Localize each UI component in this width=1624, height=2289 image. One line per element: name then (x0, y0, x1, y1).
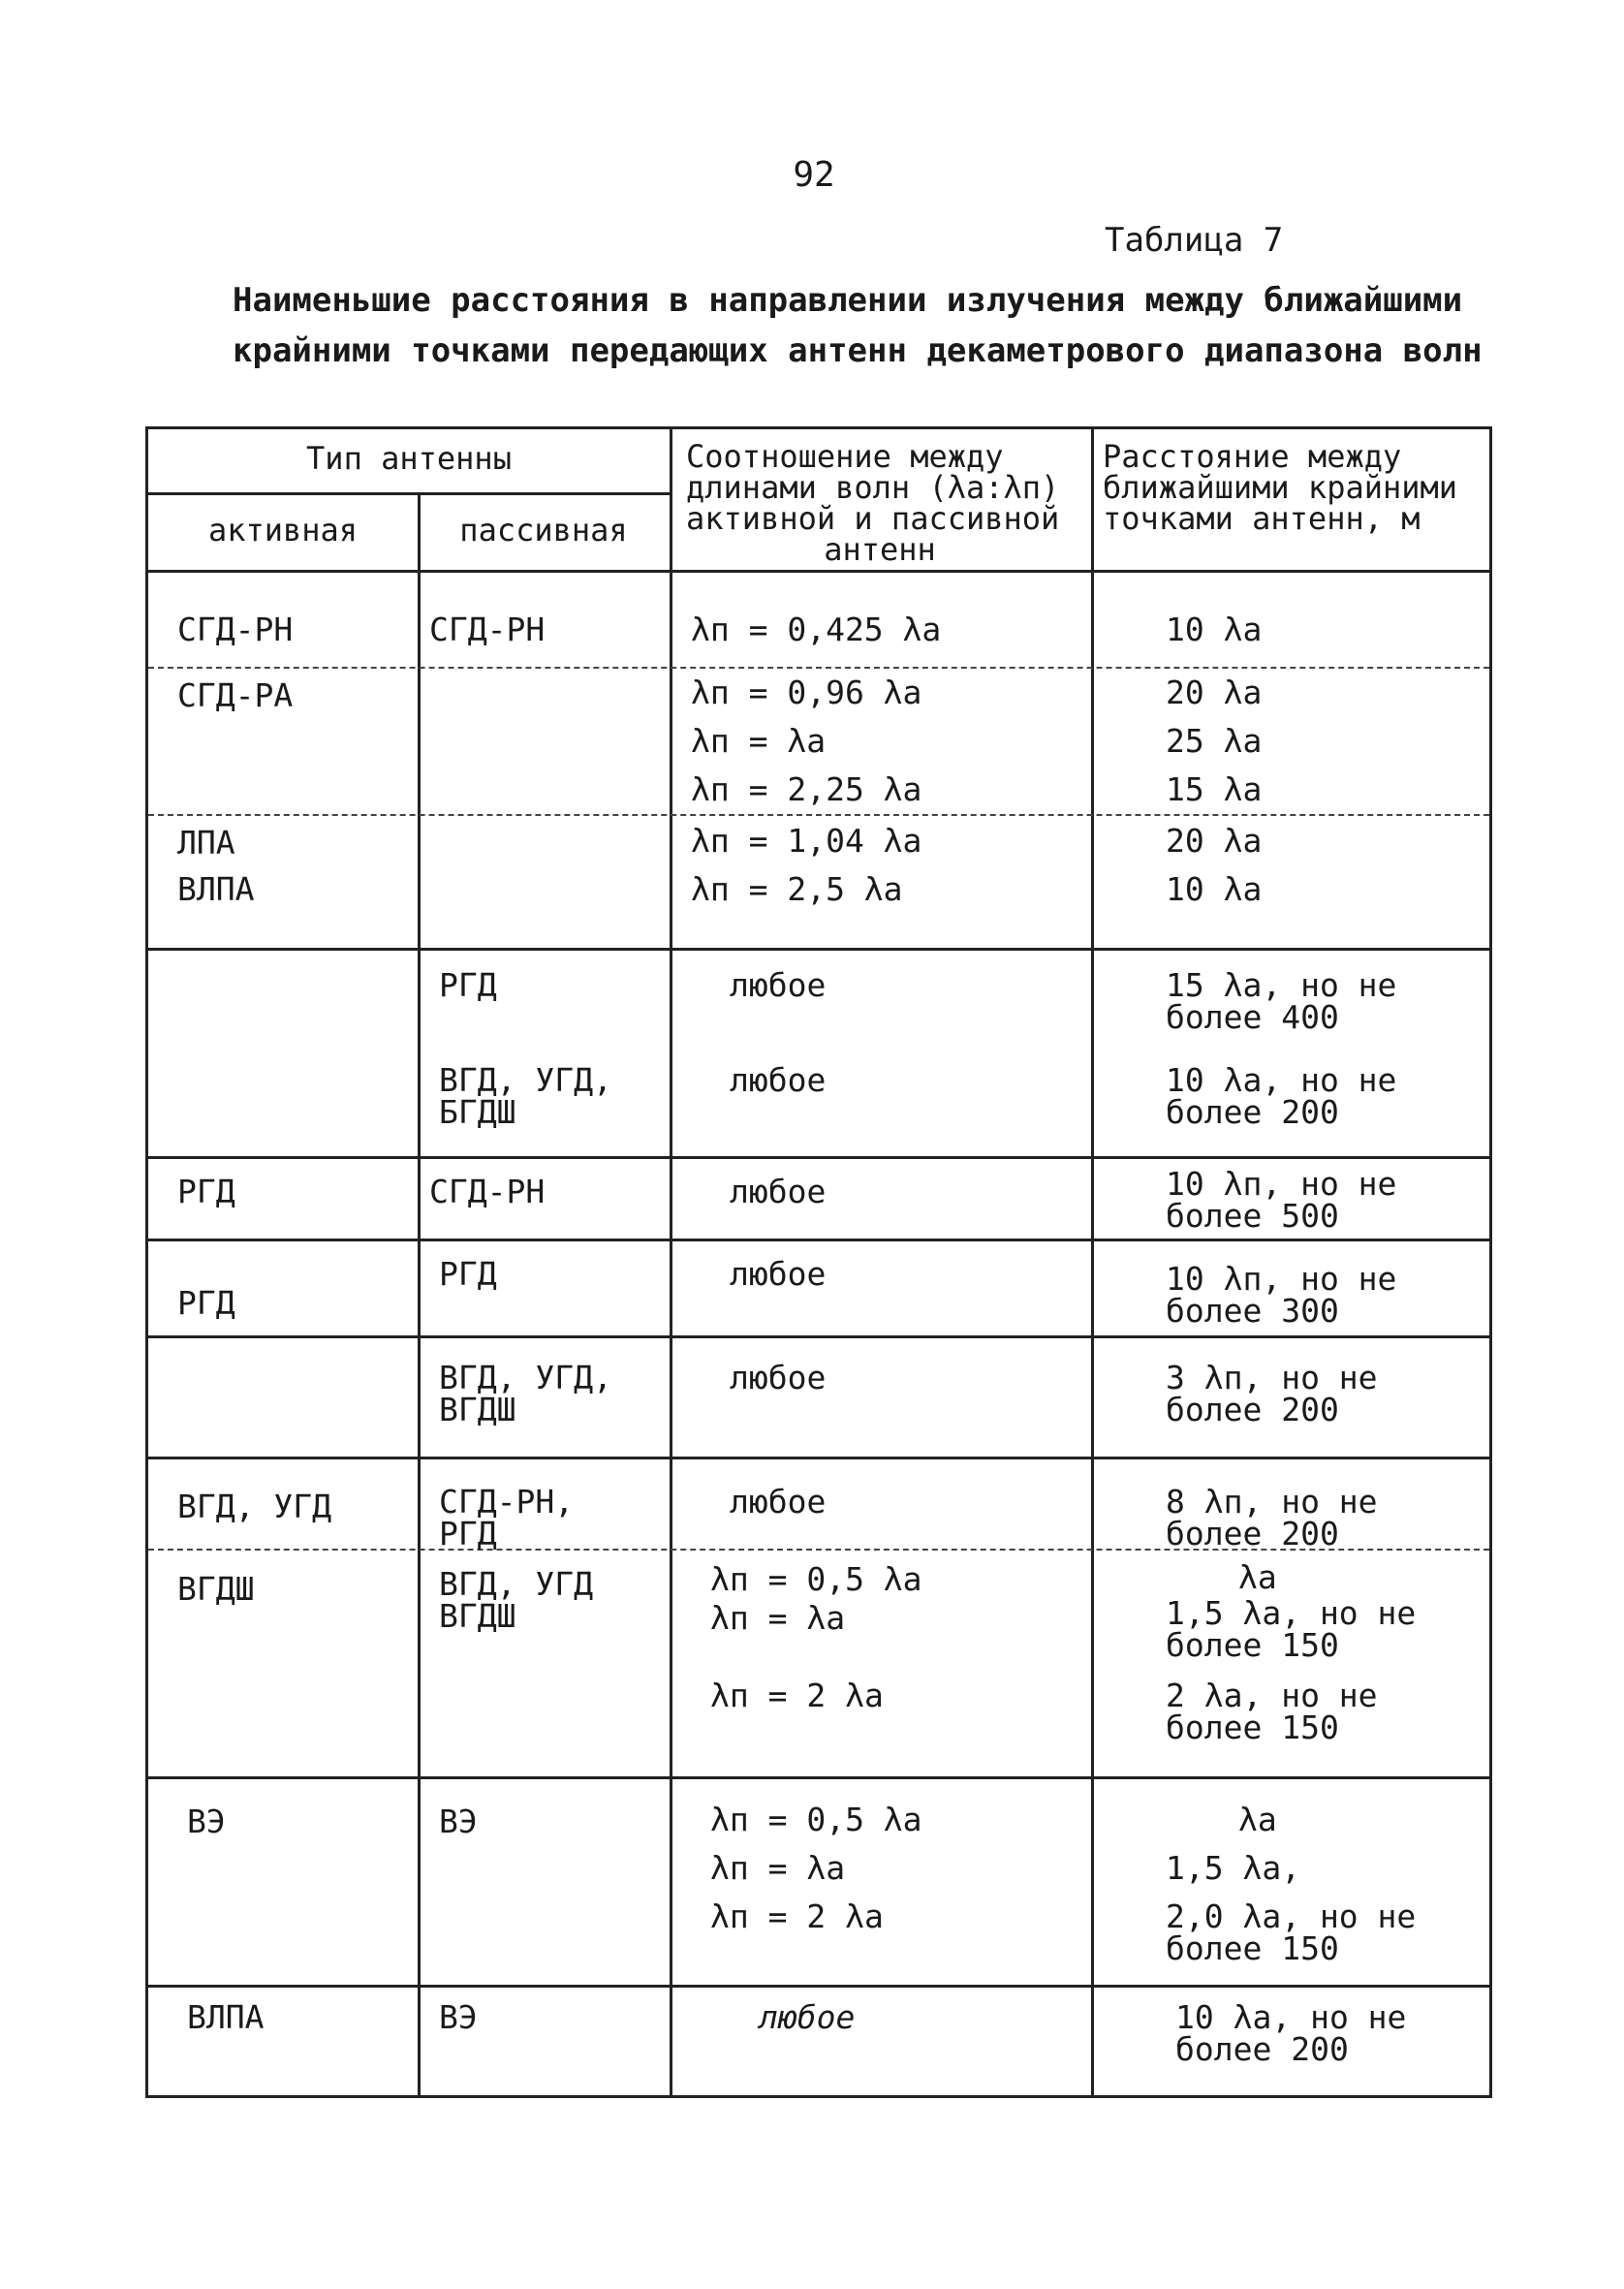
cell-active: ВГДШ (177, 1570, 255, 1608)
cell-distance: более 200 (1166, 1391, 1339, 1428)
cell-passive: ВГДШ (439, 1391, 516, 1428)
cell-ratio: λп = 2,25 λа (691, 770, 922, 808)
cell-active: ВЭ (187, 1803, 226, 1840)
cell-passive: РГД (439, 1515, 497, 1552)
col-divider (418, 492, 421, 2095)
cell-distance: более 200 (1175, 2030, 1349, 2068)
table-title (233, 275, 1492, 376)
cell-active: ВЛПА (177, 870, 255, 908)
cell-active: ВЛПА (187, 1998, 265, 2036)
row-divider (148, 1985, 1489, 1988)
cell-ratio: λп = 2 λа (710, 1677, 884, 1714)
cell-passive: ВГД, УГД (439, 1565, 593, 1603)
cell-active: СГД-РН (177, 611, 294, 648)
table-label: Таблица 7 (1105, 221, 1284, 260)
cell-distance: 2 λа, но не (1166, 1677, 1378, 1714)
cell-distance: более 150 (1166, 1626, 1339, 1664)
title-line: крайними точками передающих антенн декаметрового диапазона волн (233, 331, 1483, 370)
row-divider (148, 1239, 1489, 1241)
cell-distance: λа (1238, 1558, 1277, 1596)
cell-passive: СГД-РН, (439, 1483, 575, 1521)
cell-ratio: λп = 0,5 λа (710, 1560, 922, 1598)
header-ratio (686, 438, 1074, 568)
cell-distance: 10 λа, но не (1175, 1998, 1407, 2036)
row-divider (148, 1156, 1489, 1159)
cell-distance: 25 λа (1166, 722, 1263, 760)
cell-ratio: любое (730, 1359, 827, 1396)
cell-distance: 15 λа, но не (1166, 966, 1397, 1004)
cell-distance: более 300 (1166, 1292, 1339, 1330)
cell-distance: 15 λа (1166, 770, 1263, 808)
cell-active: РГД (177, 1284, 235, 1322)
cell-distance: более 200 (1166, 1515, 1339, 1552)
row-divider (148, 1776, 1489, 1779)
cell-ratio: любое (730, 1483, 827, 1521)
header-passive: пассивная (459, 512, 628, 549)
cell-active: ВГД, УГД (177, 1488, 331, 1525)
cell-distance: 8 λп, но не (1166, 1483, 1378, 1521)
cell-ratio: λп = 0,5 λа (710, 1801, 922, 1838)
header-ratio-line: Соотношение между (686, 438, 1004, 475)
cell-distance: 10 λа (1166, 611, 1263, 648)
cell-passive: ВГД, УГД, (439, 1359, 612, 1396)
cell-passive: РГД (439, 1255, 497, 1293)
cell-distance: более 500 (1166, 1197, 1339, 1235)
cell-ratio: любое (730, 1061, 827, 1099)
cell-active: РГД (177, 1173, 235, 1210)
cell-distance: 10 λп, но не (1166, 1260, 1397, 1298)
cell-distance: более 200 (1166, 1093, 1339, 1131)
cell-distance: 20 λа (1166, 674, 1263, 711)
cell-active: ЛПА (177, 824, 235, 862)
header-distance-line: точками антенн, м (1103, 500, 1421, 537)
header-active: активная (207, 512, 359, 549)
cell-distance: 1,5 λа, (1166, 1849, 1301, 1887)
title-line: Наименьшие расстояния в направлении излучения между ближайшими (233, 281, 1463, 320)
cell-distance: более 400 (1166, 998, 1339, 1036)
header-ratio-line: длинами волн (λа:λп) (686, 469, 1060, 506)
cell-ratio: любое (730, 1255, 827, 1293)
row-divider (148, 492, 670, 495)
header-ratio-line: антенн (824, 531, 936, 568)
row-divider (148, 667, 1489, 669)
cell-ratio: λп = 0,96 λа (691, 674, 922, 711)
cell-passive: ВЭ (439, 1803, 478, 1840)
cell-active: СГД-РА (177, 676, 294, 714)
cell-passive: БГДШ (439, 1093, 516, 1131)
cell-passive: ВЭ (439, 1998, 478, 2036)
cell-distance: 10 λп, но не (1166, 1165, 1397, 1203)
cell-ratio: λп = λа (710, 1599, 846, 1637)
cell-distance: 2,0 λа, но не (1166, 1897, 1417, 1935)
header-distance (1103, 438, 1458, 537)
cell-distance: 20 λа (1166, 822, 1263, 860)
page-number: 92 (793, 155, 835, 195)
row-divider (148, 948, 1489, 951)
cell-ratio: любое (730, 966, 827, 1004)
cell-distance: 10 λа (1166, 870, 1263, 908)
row-divider (148, 1457, 1489, 1459)
col-divider (670, 429, 672, 2095)
cell-passive: СГД-РН (429, 611, 546, 648)
distance-table (145, 426, 1492, 2098)
cell-passive: РГД (439, 966, 497, 1004)
cell-distance: 10 λа, но не (1166, 1061, 1397, 1099)
header-distance-line: ближайшими крайними (1103, 469, 1458, 506)
row-divider (148, 814, 1489, 816)
cell-passive: ВГДШ (439, 1597, 516, 1635)
cell-ratio: любое (759, 1998, 856, 2036)
cell-passive: СГД-РН (429, 1173, 546, 1210)
cell-ratio: λп = 2 λа (710, 1897, 884, 1935)
header-antenna-type: Тип антенны (306, 440, 512, 477)
cell-distance: 3 λп, но не (1166, 1359, 1378, 1396)
cell-distance: более 150 (1166, 1929, 1339, 1967)
row-divider (148, 1335, 1489, 1338)
cell-ratio: λп = λа (710, 1849, 846, 1887)
col-divider (1091, 429, 1094, 2095)
cell-distance: λа (1238, 1801, 1277, 1838)
cell-distance: более 150 (1166, 1709, 1339, 1746)
cell-ratio: λп = λа (691, 722, 827, 760)
cell-ratio: λп = 0,425 λа (691, 611, 942, 648)
cell-passive: ВГД, УГД, (439, 1061, 612, 1099)
cell-ratio: λп = 2,5 λа (691, 870, 903, 908)
cell-distance: 1,5 λа, но не (1166, 1594, 1417, 1632)
header-ratio-line: активной и пассивной (686, 500, 1060, 537)
row-divider (148, 570, 1489, 573)
cell-ratio: λп = 1,04 λа (691, 822, 922, 860)
header-distance-line: Расстояние между (1103, 438, 1402, 475)
cell-ratio: любое (730, 1173, 827, 1210)
